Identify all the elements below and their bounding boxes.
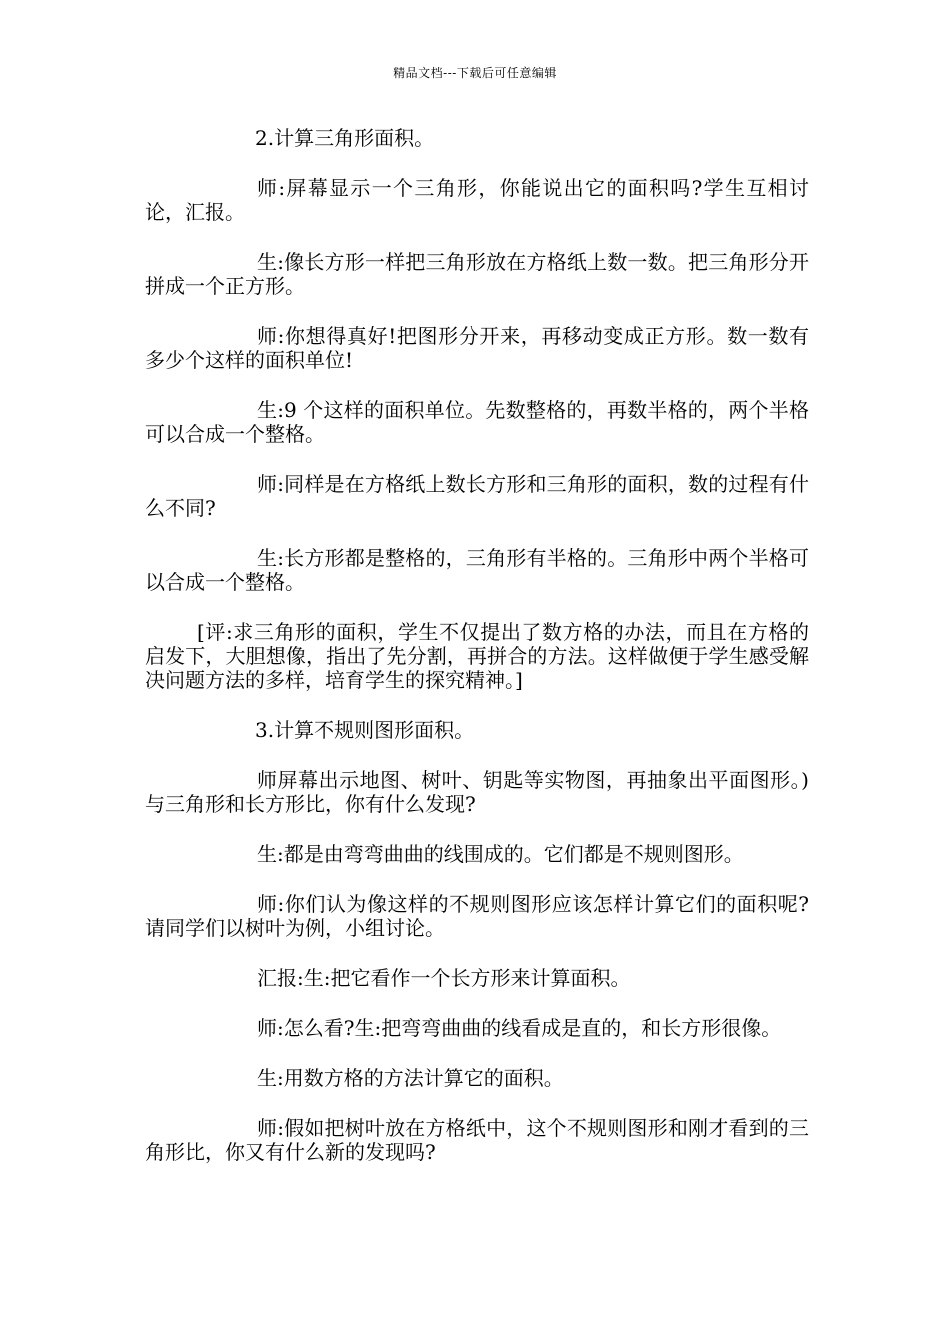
- comment-paragraph: [评:求三角形的面积，学生不仅提出了数方格的办法，而且在方格的启发下，大胆想像，指出了先分割，再拼合的方法。这样做便于学生感受解决问题方法的多样，培育学生的探究精神。]: [145, 620, 809, 692]
- student-paragraph: 生:9 个这样的面积单位。先数整格的，再数半格的，两个半格可以合成一个整格。: [145, 398, 809, 446]
- student-paragraph: 生:都是由弯弯曲曲的线围成的。它们都是不规则图形。: [257, 842, 744, 866]
- section-heading-irregular: 3.计算不规则图形面积。: [255, 718, 475, 742]
- teacher-paragraph: 师:你们认为像这样的不规则图形应该怎样计算它们的面积呢?请同学们以树叶为例，小组讨论。: [145, 892, 809, 940]
- report-paragraph: 汇报:生:把它看作一个长方形来计算面积。: [257, 966, 631, 990]
- teacher-paragraph: 师屏幕出示地图、树叶、钥匙等实物图，再抽象出平面图形。)与三角形和长方形比，你有什么发现?: [145, 768, 809, 816]
- teacher-paragraph: 师:假如把树叶放在方格纸中，这个不规则图形和刚才看到的三角形比，你又有什么新的发现吗?: [145, 1116, 809, 1164]
- student-paragraph: 生:长方形都是整格的，三角形有半格的。三角形中两个半格可以合成一个整格。: [145, 546, 809, 594]
- document-body: [145, 126, 809, 1190]
- teacher-paragraph: 师:同样是在方格纸上数长方形和三角形的面积，数的过程有什么不同?: [145, 472, 809, 520]
- student-paragraph: 生:像长方形一样把三角形放在方格纸上数一数。把三角形分开拼成一个正方形。: [145, 250, 809, 298]
- teacher-paragraph: 师:屏幕显示一个三角形，你能说出它的面积吗?学生互相讨论，汇报。: [145, 176, 809, 224]
- page-header: 精品文档---下载后可任意编辑: [393, 66, 557, 80]
- student-paragraph: 生:用数方格的方法计算它的面积。: [257, 1066, 564, 1090]
- teacher-paragraph: 师:你想得真好!把图形分开来，再移动变成正方形。数一数有多少个这样的面积单位!: [145, 324, 809, 372]
- teacher-paragraph: 师:怎么看?生:把弯弯曲曲的线看成是直的，和长方形很像。: [257, 1016, 782, 1040]
- section-heading-triangle: 2.计算三角形面积。: [255, 126, 435, 150]
